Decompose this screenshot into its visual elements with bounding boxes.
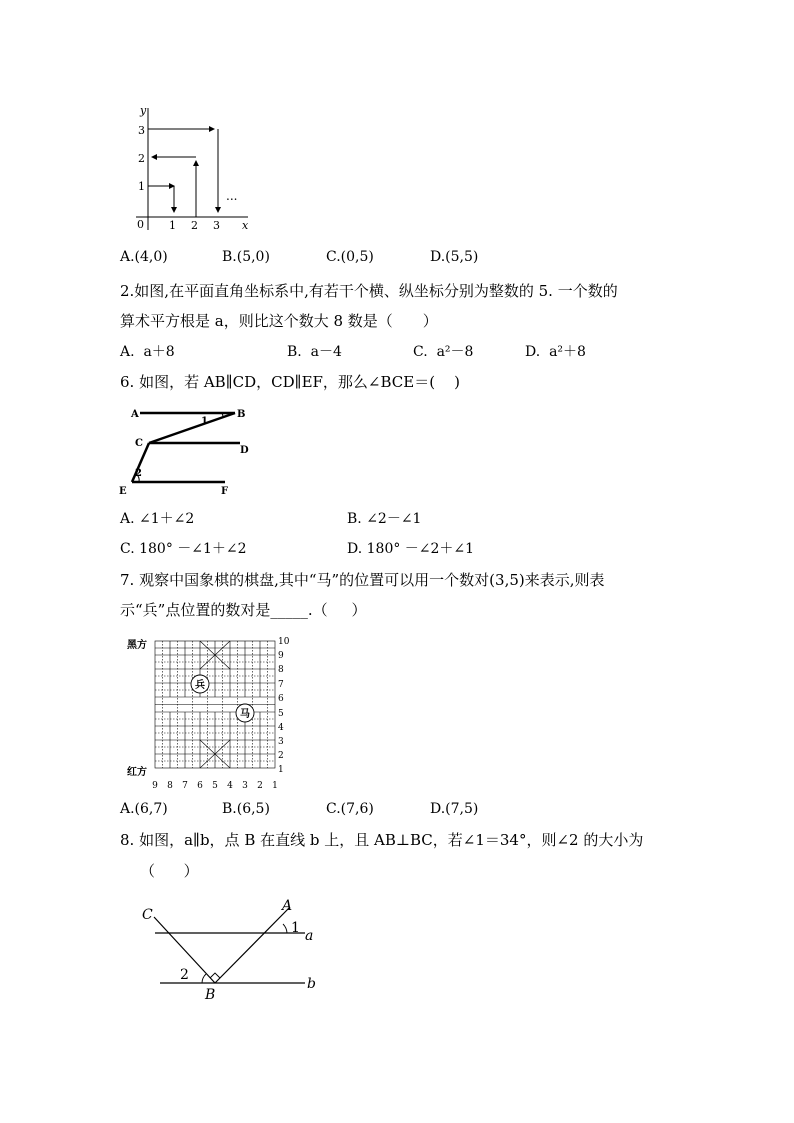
origin-label: 0 (137, 218, 144, 231)
option-b[interactable]: B.(5,0) (222, 249, 270, 265)
parallel-lines-figure-q6 (115, 402, 260, 497)
row-number: 10 (278, 637, 290, 647)
option-b[interactable]: B.(6,5) (222, 801, 270, 817)
y-tick: 3 (138, 124, 145, 137)
option-a[interactable]: A. ∠1＋∠2 (120, 511, 195, 527)
angle-1-label: 1 (201, 416, 208, 427)
row-number: 3 (278, 737, 284, 747)
label-f: F (221, 486, 229, 497)
question-2-line-2: 算术平方根是 a，则比这个数大 8 数是（ ） (120, 312, 438, 330)
coordinate-path-figure (128, 100, 258, 235)
bing-label: 兵 (195, 680, 205, 691)
option-d[interactable]: D. 180° －∠2＋∠1 (347, 541, 475, 557)
ellipsis: ... (226, 189, 238, 203)
option-c[interactable]: C. 180° －∠1＋∠2 (120, 541, 247, 557)
label-e: E (119, 486, 127, 497)
y-tick: 2 (138, 152, 145, 165)
x-tick: 3 (213, 219, 220, 232)
angle-1-label: 1 (291, 920, 300, 936)
column-number: 3 (242, 781, 248, 791)
option-c[interactable]: C. a²－8 (413, 344, 474, 360)
column-number: 5 (212, 781, 218, 791)
ma-label: 马 (240, 709, 250, 720)
question-8-line-2: （ ） (140, 862, 199, 880)
question-7-line-2: 示“兵”点位置的数对是_____.（ ） (120, 601, 367, 619)
row-number: 1 (278, 765, 284, 775)
column-number: 4 (227, 781, 233, 791)
x-axis-label: x (242, 219, 249, 232)
option-a[interactable]: A. a＋8 (120, 344, 175, 360)
perpendicular-parallel-figure-q8 (135, 895, 325, 1005)
row-number: 7 (278, 680, 284, 690)
x-tick: 1 (169, 219, 176, 232)
label-a: A (131, 409, 139, 420)
label-c: C (135, 438, 143, 449)
option-d[interactable]: D.(7,5) (430, 801, 479, 817)
row-number: 8 (278, 665, 284, 675)
row-number: 5 (278, 709, 284, 719)
question-2-line-1: 2.如图,在平面直角坐标系中,有若干个横、纵坐标分别为整数的 5. 一个数的 (120, 282, 618, 300)
line-a-label: a (305, 928, 314, 944)
row-number: 6 (278, 694, 284, 704)
x-tick: 2 (191, 219, 198, 232)
column-number: 1 (272, 781, 278, 791)
label-c: C (142, 907, 153, 923)
row-number: 4 (278, 723, 284, 733)
option-b[interactable]: B. a－4 (287, 344, 342, 360)
angle-2-label: 2 (180, 967, 189, 983)
option-c[interactable]: C.(0,5) (326, 249, 374, 265)
column-number: 2 (257, 781, 263, 791)
option-a[interactable]: A.(4,0) (120, 249, 168, 265)
column-number: 6 (197, 781, 203, 791)
red-side-label: 红方 (127, 767, 147, 778)
column-number: 7 (182, 781, 188, 791)
label-d: D (240, 445, 249, 456)
option-a[interactable]: A.(6,7) (120, 801, 168, 817)
option-d[interactable]: D. a²＋8 (525, 344, 586, 360)
question-7-line-1: 7. 观察中国象棋的棋盘,其中“马”的位置可以用一个数对(3,5)来表示,则表 (120, 571, 605, 589)
column-number: 9 (152, 781, 158, 791)
option-c[interactable]: C.(7,6) (326, 801, 374, 817)
row-number: 9 (278, 651, 284, 661)
y-axis-label: y (140, 104, 147, 117)
angle-2-label: 2 (135, 468, 142, 479)
chinese-chess-board (125, 633, 300, 793)
label-b: B (237, 409, 246, 420)
option-b[interactable]: B. ∠2－∠1 (347, 511, 422, 527)
row-number: 2 (278, 751, 284, 761)
column-number: 8 (167, 781, 173, 791)
option-d[interactable]: D.(5,5) (430, 249, 479, 265)
black-side-label: 黑方 (127, 640, 147, 651)
label-b: B (205, 987, 216, 1003)
y-tick: 1 (138, 180, 145, 193)
question-8-line-1: 8. 如图，a∥b，点 B 在直线 b 上，且 AB⊥BC，若∠1＝34°，则∠2 的大小为 (120, 831, 644, 849)
line-b-label: b (307, 976, 316, 992)
question-6-stem: 6. 如图，若 AB∥CD，CD∥EF，那么∠BCE＝( ) (120, 373, 460, 391)
label-a: A (282, 898, 293, 914)
